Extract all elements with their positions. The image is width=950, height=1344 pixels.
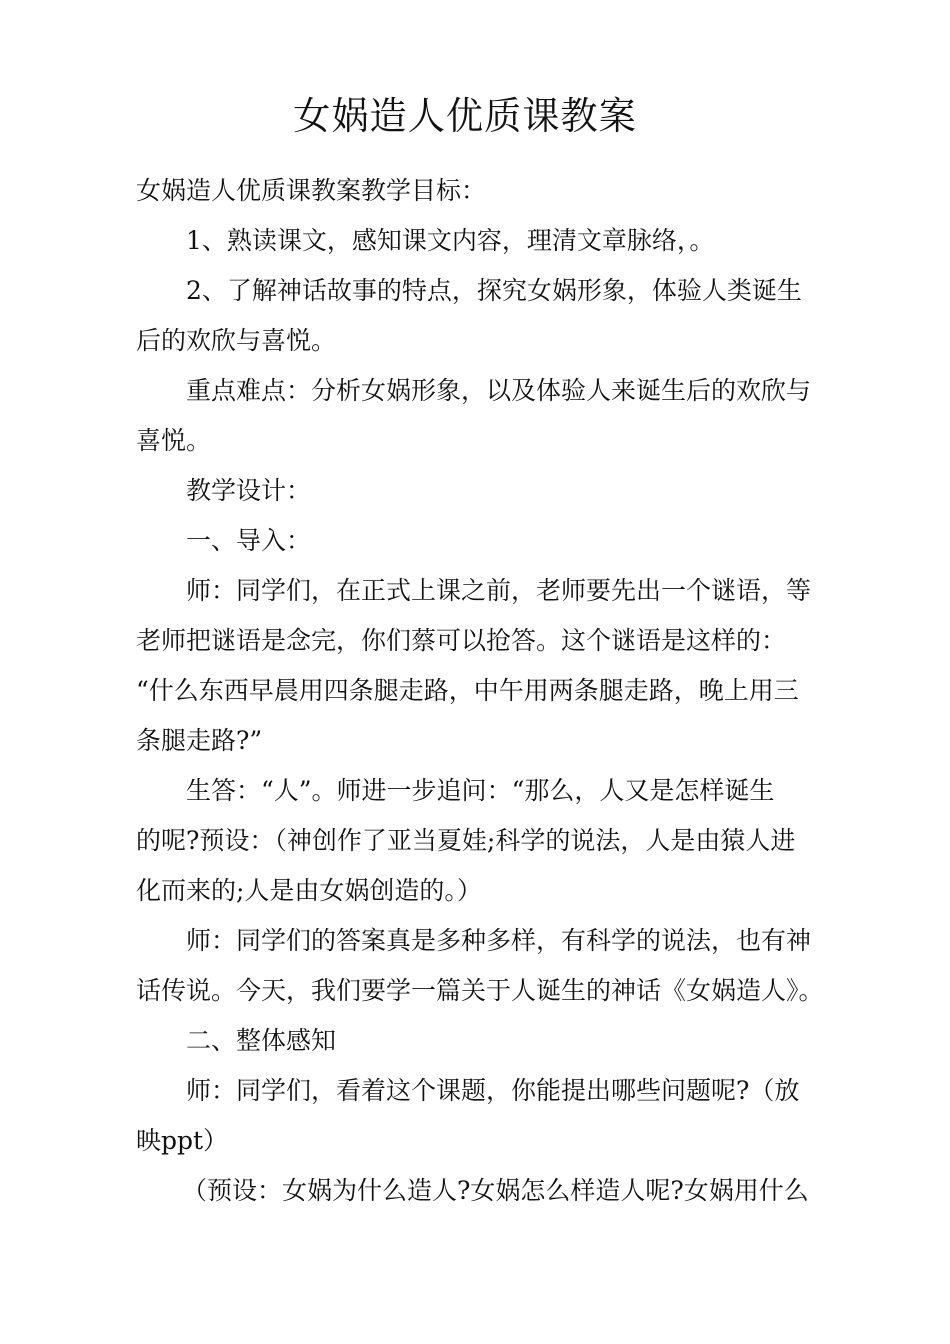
- paragraph-line: 师：同学们的答案真是多种多样，有科学的说法，也有神: [186, 926, 812, 955]
- paragraph-line: 老师把谜语是念完，你们蔡可以抢答。这个谜语是这样的：: [136, 626, 787, 655]
- section-2-heading: 二、整体感知: [186, 1026, 337, 1055]
- paragraph-line: 话传说。今天，我们要学一篇关于人诞生的神话《女娲造人》。: [136, 976, 824, 1005]
- paragraph-line: 映ppt）: [136, 1126, 229, 1155]
- paragraph-line: 化而来的;人是由女娲创造的。）: [136, 876, 482, 905]
- paragraph-line: 师：同学们，在正式上课之前，老师要先出一个谜语，等: [186, 576, 812, 605]
- paragraph-line: 的呢?预设：（神创作了亚当夏娃;科学的说法，人是由猿人进: [136, 826, 796, 855]
- paragraph-line: 条腿走路?”: [136, 726, 263, 755]
- section-1-heading: 一、导入：: [186, 526, 312, 555]
- teaching-design-heading: 教学设计：: [186, 476, 312, 505]
- objective-2-line-1: 2、了解神话故事的特点，探究女娲形象，体验人类诞生: [186, 276, 802, 305]
- key-points-line-2: 喜悦。: [136, 426, 212, 455]
- objective-1: 1、熟读课文，感知课文内容，理清文章脉络，。: [186, 226, 715, 255]
- paragraph-line: “什么东西早晨用四条腿走路，中午用两条腿走路，晚上用三: [136, 676, 799, 705]
- page-title: 女娲造人优质课教案: [293, 94, 637, 138]
- key-points-line-1: 重点难点：分析女娲形象，以及体验人来诞生后的欢欣与: [186, 376, 812, 405]
- objective-2-line-2: 后的欢欣与喜悦。: [136, 326, 337, 355]
- paragraph-line: 师：同学们，看着这个课题，你能提出哪些问题呢?（放: [186, 1076, 800, 1105]
- paragraph-line: （预设：女娲为什么造人?女娲怎么样造人呢?女娲用什么: [182, 1176, 809, 1205]
- objectives-heading: 女娲造人优质课教案教学目标：: [136, 176, 487, 205]
- paragraph-line: 生答：“人”。师进一步追问：“那么，人又是怎样诞生: [186, 776, 775, 805]
